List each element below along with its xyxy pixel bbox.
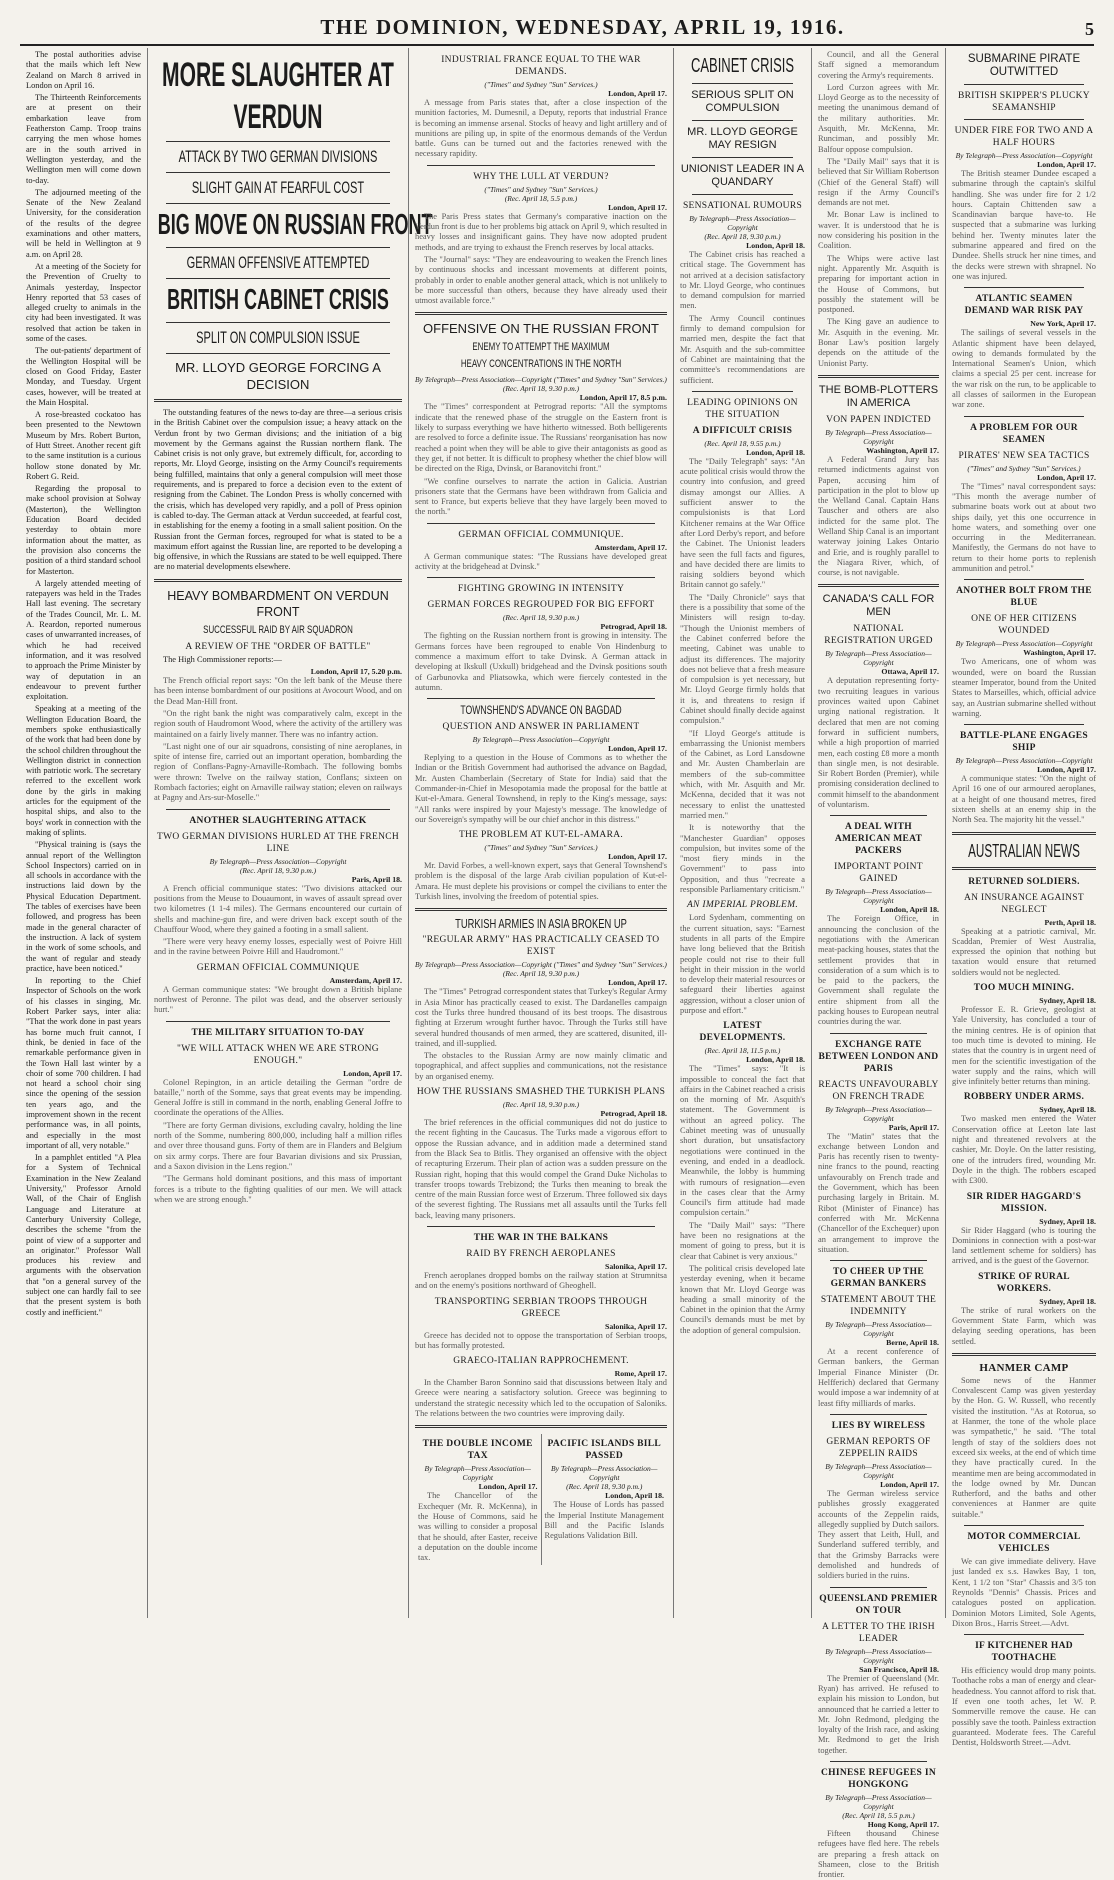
article-received: (Rec. April 18, 9.55 p.m.) <box>704 438 781 448</box>
divider <box>154 579 402 582</box>
article-byline: By Telegraph—Press Association—Copyright <box>825 1104 932 1123</box>
local-news-paragraph: A rose-breasted cockatoo has been presented to the Newtown Museum by Mrs. Robert Burton, of Hutt Street. Another recent gift to the same institution is a curious hollow stone donated by Mr. Robert G. Reid. <box>26 410 141 481</box>
article-paragraph: "On the right bank the night was comparatively calm, except in the region south of Haudromont Wood, where the activity of the artillery was maintained on a fairly lively manner. There was no infantry action. <box>154 708 402 739</box>
local-news-paragraph: The adjourned meeting of the Senate of the New Zealand University, for the consideration of the results of the degree examinations and other matters, will be held in Wellington at 9 a.m. on April 28. <box>26 187 141 259</box>
article-paragraph: The Paris Press states that Germany's comparative inaction on the Verdun front is due to her problems big attack on April 9, which resulted in heavy losses and insignificant gains. They have now adopted prudent methods, and are trying to exhaust the French reserves by local attacks. <box>415 211 667 252</box>
article-deck: HEAVY CONCENTRATIONS IN THE NORTH <box>460 358 622 371</box>
divider <box>166 322 390 323</box>
article-byline: By Telegraph—Press Association—Copyright <box>825 1461 932 1480</box>
article-dateline: London, April 17. <box>608 89 667 98</box>
article-deck: QUESTION AND ANSWER IN PARLIAMENT <box>442 722 640 733</box>
divider <box>415 312 667 315</box>
article-headline: GERMAN OFFICIAL COMMUNIQUE. <box>458 529 624 540</box>
divider <box>427 165 655 166</box>
article-dateline: London, April 17, 5.20 p.m. <box>310 667 402 677</box>
australian-news-list <box>952 876 1096 1347</box>
local-news-paragraph: In a pamphlet entitled "A Plea for a System of Technical Examination in the New Zealand University," Professor Arnold Wall, of the Chair of English Language and Literature at Canterbury University College, describes the scheme "from the point of view of a supporter and an originator." Professor Wall produces his review and arguments with the observation that "on a general survey of the subject one can hardly fail to see that the present system is both costly and inefficient." <box>26 1153 141 1317</box>
article-dateline: Amsterdam, April 17. <box>594 542 667 552</box>
article-headline: GERMAN OFFICIAL COMMUNIQUE <box>196 962 360 973</box>
article-paragraph: The Army Council continues firmly to demand compulsion for married men, despite the fact that Mr. Asquith and the sub-committee of Cabinet are maintaining that the committee's recommendations are sufficient. <box>680 313 805 385</box>
divider <box>692 391 793 392</box>
article-byline: By Telegraph—Press Association—Copyright <box>472 735 610 745</box>
article-paragraph: The political crisis developed late yesterday evening, when it became known that Mr. Lloyd George was heading a small minority of the Cabinet in the opinion that the Army Council's demands must be met by the adoption of general compulsion. <box>680 1263 805 1335</box>
article-paragraph: The "Times" Petrograd correspondent states that Turkey's Regular Army in Asia Minor has practically ceased to exist. The Dardanelles campaign cost the Turks three hundred thousand of its best troops. The disastrous fighting at Erzerum wrought further havoc. Through the Turks still have several hundred thousands of men armed, they are scattered, disunited, ill-trained, and ill-supplied. <box>415 987 667 1048</box>
masthead <box>20 0 1094 46</box>
article-paragraph: Mr. David Forbes, a well-known expert, says that General Townshend's problem is the disposal of the large Arab civilian population of Kut-el-Amara. He must deplete his provisions or compel the civilians to enter the Turkish lines, involving the freedom of potential spies. <box>415 861 667 902</box>
article-subhead: LATEST DEVELOPMENTS. <box>699 1021 786 1044</box>
divider <box>692 194 793 195</box>
article-deck: ONE OF HER CITIZENS WOUNDED <box>971 614 1077 637</box>
local-news-paragraph: In reporting to the Chief Inspector of Schools on the work of his classes in singing, Mr. Robert Parker says, inter alia: "That the work done in past years has borne much fruit cannot, I think, be denied in face of the remarkable performance given in the Town Hall last winter by a choir of some 700 children. I had not heard a school choir sing since the opening of the session ten years ago, and the improvement shown in the recent performance was, in all points, and especially in the most important of all, very notable." <box>26 976 141 1150</box>
subcolumn-pacific-islands <box>541 1434 668 1565</box>
article-headline: CABINET CRISIS <box>690 55 795 77</box>
item-headline: ROBBERY UNDER ARMS. <box>963 1092 1085 1103</box>
article-byline: By Telegraph—Press Association—Copyright <box>825 427 932 446</box>
divider <box>964 579 1084 580</box>
article-deck: "REGULAR ARMY" HAS PRACTICALLY CEASED TO EXIST <box>422 935 660 958</box>
article-headline: A PROBLEM FOR OUR SEAMEN <box>970 422 1078 445</box>
divider <box>830 1761 927 1762</box>
article-source: ("Times" and Sydney "Sun" Services.) <box>484 843 598 853</box>
article-source: ("Times" and Sydney "Sun" Services.) <box>967 463 1081 473</box>
article-byline: By Telegraph—Press Association—Copyright ("Times" and Sydney "Sun" Services.) <box>415 960 667 970</box>
article-paragraph: The German wireless service publishes grossly exaggerated accounts of the Zeppelin raids, allegedly supplied by Dutch sailors. They assert that Leith, Hull, and Sunderland suffered terribly, and that the Grimsby Barracks were demolished and hundreds of soldiers buried in the ruins. <box>818 1488 939 1581</box>
article-deck: RAID BY FRENCH AEROPLANES <box>466 1249 616 1259</box>
columns-container <box>20 48 1102 1880</box>
divider <box>166 1021 390 1022</box>
divider <box>427 1226 655 1227</box>
article-paragraph: It is noteworthy that the "Manchester Guardian" opposes compulsion, but invites some of the "most fiery minds in the Government" to pass into Opposition, and thus "recreate a responsible Parliamentary criticism." <box>680 823 805 895</box>
article-paragraph: "We confine ourselves to narrate the action in Galicia. Austrian prisoners state that the Germans have been withdrawn from Galicia and sent to France, but experts believe that they have largely been moved to the north." <box>415 476 667 517</box>
article-deck: NATIONAL REGISTRATION URGED <box>824 624 933 647</box>
article-dateline: London, April 17. <box>1037 765 1096 775</box>
article-paragraph: Council, and all the General Staff signed a memorandum covering the Army's requirements. <box>818 50 939 80</box>
divider <box>427 523 655 524</box>
article-paragraph: The "Times" correspondent at Petrograd reports: "All the symptoms indicate that the renewed phase of the struggle on the Eastern front is likely to surpass everything we have hitherto witnessed. Both belligerents are resolved to force a definite issue. The Russians' reorganisation has now reached a point when they will be able to give their antagonists as good as they get, if not better. It is difficult to prophesy whether the chief blow will be directed on the Riga, Dvinsk, or Baranovitchi front." <box>415 402 667 474</box>
article-paragraph: Colonel Repington, in an article detailing the German "ordre de bataille," north of the Somme, says that great events may be impending. General Joffre is still in command in the north, enabling General Joffre to coordinate the operations of the Allies. <box>154 1077 402 1118</box>
article-dateline: Washington, April 17. <box>866 445 939 455</box>
article-paragraph: Lord Sydenham, commenting on the current situation, says: "Earnest students in all parts of the Empire have long believed that the British people could not rise to their full height in their mission in the world to develop their material resources or safeguard their liberties against aggression, without a closer union of purpose and effort." <box>680 913 805 1015</box>
item-paragraph: The strike of rural workers on the Government State Farm, which was delaying seeding operations, has been settled. <box>952 1305 1096 1346</box>
article-byline: By Telegraph—Press Association—Copyright <box>825 1792 932 1811</box>
divider <box>427 577 655 578</box>
article-paragraph: The King gave an audience to Mr. Asquith in the evening. Mr. Bonar Law's position largely depends on the attitude of the Unionist Party. <box>818 317 939 368</box>
article-deck: SUCCESSFUL RAID BY AIR SQUADRON <box>203 623 353 636</box>
article-byline: By Telegraph—Press Association—Copyright <box>825 887 932 906</box>
divider <box>964 1525 1084 1526</box>
article-deck: TWO GERMAN DIVISIONS HURLED AT THE FRENCH LINE <box>156 831 400 854</box>
divider <box>692 120 793 121</box>
article-dateline: London, April 17. <box>880 1479 939 1489</box>
article-paragraph: A German communique states: "We brought down a British biplane northwest of Peronne. The pilot was dead, and the observer seriously hurt." <box>154 984 402 1015</box>
article-headline: ATLANTIC SEAMEN DEMAND WAR RISK PAY <box>964 294 1084 317</box>
article-byline: By Telegraph—Press Association—Copyright <box>689 214 796 232</box>
article-dateline: London, April 17, 8.5 p.m. <box>579 393 667 403</box>
divider <box>427 698 655 699</box>
page-number: 5 <box>1085 19 1094 39</box>
divider <box>166 141 390 142</box>
article-deck: GERMAN REPORTS OF ZEPPELIN RAIDS <box>826 1436 931 1459</box>
article-paragraph: "Last night one of our air squadrons, consisting of nine aeroplanes, in spite of intense fire, carried out an important operation, bombarding the region of Conflans-Pagny-Arnaville-Rombach. The following bombs were thrown: Twelve on the railway station, Conflans; sixteen on Rombach factories; eight on Arnaville railway station; eleven on railways at Pagny and Ars-sur-Moselle." <box>154 741 402 803</box>
article-subdeck: A REVIEW OF THE "ORDER OF BATTLE" <box>185 641 371 652</box>
article-headline: THE WAR IN THE BALKANS <box>473 1233 609 1243</box>
article-received: (Rec. April 18, 9.30 p.m.) <box>502 1100 580 1110</box>
article-paragraph: The sailings of several vessels in the Atlantic shipment have been delayed, owing to demands formulated by the International Seamen's Union, which claims a special 25 per cent. increase for the war risk on the run, to be applicable to all classes of sailormen in the European war zone. <box>952 328 1096 410</box>
article-paragraph: The fighting on the Russian northern front is growing in intensity. The Germans forces have been regrouped to enable Von Hindenburg to commence a maximum effort to take Dvinsk. A German attack in developing at Ikskull (Uxkull) bridgehead and the Dvinsk positions south of Garbunovka and Pliatsowka, which were fiercely contested in the autumn. <box>415 631 667 692</box>
local-news-paragraph: A largely attended meeting of ratepayers was held in the Trades Hall last evening. The secretary of the Trades Council, Mr. L. M. A. Reardon, reported numerous cases of unwarranted increases, of which he had received information, and it was resolved to approach the Prime Minister by way of deputation in an endeavour to prevent further exploitation. <box>26 578 141 702</box>
divider <box>952 1353 1096 1356</box>
article-received: (Rec. April 18, 9.30 p.m.) <box>502 613 580 623</box>
article-paragraph: Greece has decided not to oppose the transportation of Serbian troops, but has formally protested. <box>415 1330 667 1350</box>
article-paragraph: Mr. Bonar Law is inclined to waver. It is understood that he is now considering his position in the Coalition. <box>818 210 939 251</box>
article-paragraph: In the Chamber Baron Sonnino said that discussions between Italy and Greece were nearing a satisfactory solution. Greece was beginning to understand the strategic necessity which led to the occupation of Saloniks. The relations between the two countries were improving daily. <box>415 1378 667 1419</box>
article-paragraph: The "Times" naval correspondent says: "This month the average number of submarine boats work out at about two ships daily, yet this one occurrence in home waters, and something over one occurring in the Mediterranean. Manifestly, the Germans do not have to return to their home ports to replenish ammunition and petrol." <box>952 481 1096 574</box>
item-paragraph: Two masked men entered the Water Conservation office at Leeton late last night and threatened revolvers at the cashier, Mr. Doyle. On the latter resisting, one of the intruders fired, wounding Mr. Doyle in the thigh. The robbers escaped with £300. <box>952 1114 1096 1186</box>
article-dateline: Salonika, April 17. <box>605 1262 667 1271</box>
article-paragraph: The House of Lords has passed the Imperial Institute Management Bill and the Pacific Islands Regulations Validation Bill. <box>544 1500 664 1541</box>
article-dateline: London, April 18. <box>605 1491 664 1501</box>
article-dateline: Amsterdam, April 17. <box>329 975 402 985</box>
column-cabinet-crisis <box>673 48 811 1618</box>
article-paragraph: Fifteen thousand Chinese refugees have fled here. The rebels are preparing a fresh attack on Shameen, close to the British frontier. <box>818 1828 939 1880</box>
divider <box>964 416 1084 417</box>
advertisement-text: We can give immediate delivery. Have just landed ex s.s. Hawkes Bay, 1 ton, Kent, 1 1/2 ton "Star" Chassis and 3/5 ton Reynolds "Dennis" Chassis. Prices and catalogues posted on application. Dominion Motors Limited, Sole Agents, Dixon Bros., Harris Street.—Advt. <box>952 1557 1096 1628</box>
article-headline: CHINESE REFUGEES IN HONGKONG <box>821 1767 936 1790</box>
local-news-paragraph: At a meeting of the Society for the Prevention of Cruelty to Animals yesterday, Inspector Henry reported that 53 cases of alleged cruelty to animals in the city had been investigated. It was resolved that action be taken in some of the cases. <box>26 261 141 344</box>
article-deck: SERIOUS SPLIT ON COMPULSION <box>691 89 794 114</box>
divider <box>166 809 390 810</box>
article-headline: ANOTHER BOLT FROM THE BLUE <box>956 586 1092 609</box>
lead-headline-line: VERDUN <box>233 98 323 136</box>
lead-deck: GERMAN OFFENSIVE ATTEMPTED <box>186 253 370 272</box>
article-deck: UNIONIST LEADER IN A QUANDARY <box>680 163 805 188</box>
column-lead-story <box>147 48 433 1618</box>
article-deck: IMPORTANT POINT GAINED <box>834 862 923 885</box>
article-paragraph: Lord Curzon agrees with Mr. Lloyd George as to the necessity of meeting the unanimous demand of the military authorities. Mr. Asquith, Mr. McKenna, Mr. Runciman, and possibly Mr. Balfour oppose compulsion. <box>818 82 939 154</box>
article-paragraph: The "Journal" says: "They are endeavouring to weaken the French lines by continuous shocks and incessant movements at different points, probably in order to enable another general attack, which is not unlikely to be more successful than others, because they have already used their utmost available force." <box>415 254 667 306</box>
divider <box>964 119 1084 120</box>
article-dateline: Rome, April 17. <box>614 1369 667 1379</box>
lead-deck: SLIGHT GAIN AT FEARFUL COST <box>191 178 365 197</box>
bottom-subcolumns <box>415 1434 667 1565</box>
article-paragraph: "There were very heavy enemy losses, especially west of Poivre Hill and in the ravine between Poivre Hill and Haudromont." <box>154 937 402 957</box>
article-received: (Rec. April 18, 9.30 p.m.) <box>566 1482 643 1492</box>
article-dateline: Berne, April 18. <box>886 1338 939 1348</box>
item-headline: SIR RIDER HAGGARD'S MISSION. <box>966 1191 1082 1214</box>
item-paragraph: Speaking at a patriotic carnival, Mr. Scaddan, Premier of West Australia, expressed the opinion that nothing but taxation would ensure that returned soldiers would not be neglected. <box>952 926 1096 977</box>
article-paragraph: The "Daily Mail" says: "There have been no resignations at the moment of going to press, but it is clear that Cabinet is very anxious." <box>680 1220 805 1261</box>
article-deck: REACTS UNFAVOURABLY ON FRENCH TRADE <box>818 1079 939 1102</box>
advertisement-headline: MOTOR COMMERCIAL VEHICLES <box>967 1532 1081 1555</box>
divider <box>952 832 1096 835</box>
article-headline: SUBMARINE PIRATE OUTWITTED <box>967 53 1081 78</box>
divider <box>692 83 793 84</box>
divider <box>830 1414 927 1415</box>
article-headline: TO CHEER UP THE GERMAN BANKERS <box>830 1267 927 1290</box>
article-dateline: San Francisco, April 18. <box>859 1664 939 1674</box>
item-headline: STRIKE OF RURAL WORKERS. <box>978 1271 1070 1294</box>
australian-news-item <box>952 1271 1096 1347</box>
divider <box>964 1634 1084 1635</box>
article-paragraph: The obstacles to the Russian Army are now mainly climatic and topographical, and affect supplies and communications, not the resistance by an organised enemy. <box>415 1051 667 1081</box>
divider <box>964 84 1084 85</box>
local-news-paragraph: The postal authorities advise that the mails which left New Zealand on March 8 arrived in London on April 16. <box>26 50 141 90</box>
article-headline: OFFENSIVE ON THE RUSSIAN FRONT <box>423 321 659 337</box>
article-headline: A DEAL WITH AMERICAN MEAT PACKERS <box>834 822 923 857</box>
article-dateline: London, April 17. <box>1037 160 1096 169</box>
article-byline: By Telegraph—Press Association—Copyright <box>825 649 932 668</box>
divider <box>415 908 667 911</box>
article-paragraph: The brief references in the official communiques did not do justice to the recent fighting in the Caucasus. The Turks made a vigorous effort to oppose the Russian advance, and in addition made a determined stand from the Black Sea to Bitlis. They organised an offensive with the object of recapturing Erzerum. Their plan of action was a sudden pressure on the Russian right, hoping that this would compel the Grand Duke Nicholas to transfer troops towards Trebizond; the Turks then meaning to break the centre of the main Russian force west of Erzerum. Three followed six days of the severest fighting. The Russians met all assaults until the Turks fell back, leaving many prisoners. <box>415 1118 667 1220</box>
article-paragraph: The Chancellor of the Exchequer (Mr. R. McKenna), in the House of Commons, said he was willing to consider a proposal that he should, after Easter, receive a deputation on the double income tax. <box>418 1491 538 1563</box>
news-summary: The outstanding features of the news to-day are three—a serious crisis in the British Cabinet over the compulsion issue; a heavy attack on the Verdun front by two German divisions; and the initiation of a big movement by the Germans against the Russian northern flank. The Cabinet crisis is not only grave, but extremely difficult, for, according to reports, Mr. Lloyd George, insisting on the Army Council's requirements being fulfilled, maintains that only a general compulsion will meet those requirements, and is prepared to force a decision even to the extent of resigning from the Cabinet. The London Press is wholly concerned with the crisis, which has developed very rapidly, and a poll of Press opinion is cabled to-day. The German attack at Verdun succeeded, at fearful cost, in establishing for the enemy a footing in a small salient position. On the Russian front the German forces, regrouped for what is stated to be a maximum effort against the Russian line, are reported to be developing a big offensive, in which the Russians are stated to be well equipped. There are no material developments elsewhere. <box>154 408 402 572</box>
article-headline: THE BOMB-PLOTTERS IN AMERICA <box>818 383 939 409</box>
article-dateline: Paris, April 17. <box>888 1122 939 1132</box>
article-headline: HANMER CAMP <box>979 1361 1069 1374</box>
article-headline: CANADA'S CALL FOR MEN <box>822 593 935 619</box>
article-deck: GERMAN FORCES REGROUPED FOR BIG EFFORT <box>427 600 655 611</box>
advertisement-text: His efficiency would drop many points. Toothache robs a man of energy and clear-headedness. You cannot afford to risk that. If even one tooth aches, let W. P. Sommerville remove the cause. He can possibly save the tooth. Painless extraction guaranteed. Moderate fees. The Careful Dentist, Holdsworth Street.—Advt. <box>952 1666 1096 1748</box>
article-headline: FIGHTING GROWING IN INTENSITY <box>457 584 625 595</box>
article-byline: By Telegraph—Press Association—Copyright <box>955 151 1093 160</box>
divider <box>830 1033 927 1034</box>
divider <box>415 1425 667 1428</box>
article-paragraph: "There are forty German divisions, excluding cavalry, holding the line north of the Somme, numbering 800,000, including half a million rifles and over three thousand guns. Forty of them are in Flanders and Belgium on six army corps. There are four Bavarian divisions and six Prussian, and a Saxon division in the Lens region." <box>154 1120 402 1171</box>
divider <box>952 867 1096 870</box>
divider <box>830 1260 927 1261</box>
article-paragraph: A Federal Grand Jury has returned indictments against von Papen, accusing him of participation in the plot to blow up the Welland Canal. Captain Hans Tauscher and others are also indicted for the same plot. The Welland Ship Canal is an important waterway joining Lakes Ontario and Erie, and is roughly parallel to the Niagara River, which, of course, is not navigable. <box>818 454 939 578</box>
article-deck: STATEMENT ABOUT THE INDEMNITY <box>820 1295 937 1318</box>
article-paragraph: A communique states: "On the night of April 16 one of our armoured aeroplanes, at a height of one thousand metres, fired sixteen shells at an enemy ship in the North Sea. The majority hit the vessel." <box>952 774 1096 825</box>
divider <box>166 247 390 248</box>
article-paragraph: Replying to a question in the House of Commons as to whether the Indian or the British Government had authorised the advance on Bagdad, Mr. Austen Chamberlain (Secretary of State for India) said that the Commander-in-Chief in Mesopotamia made the proposal for the battle at Kut-el-Amara. General Townshend, in reply to the King's message, says: "All ranks were inspired by your Majesty's message. The knowledge of our Sovereign's sympathy will be our chief anchor in this distress." <box>415 753 667 824</box>
divider <box>830 815 927 816</box>
article-byline: By Telegraph—Press Association—Copyright <box>825 1646 932 1665</box>
local-news-paragraph: Speaking at a meeting of the Wellington Education Board, the members spoke enthusiastically of the work that had been done by the school children throughout the Wellington district in connection with patriotic work. The secretary referred to the excellent work done by the girls in making articles for the equipment of the hospital ships, and also to the boys' work in connection with the making of splints. <box>26 704 141 837</box>
article-dateline: Petrograd, April 18. <box>600 622 667 632</box>
lead-deck: ATTACK BY TWO GERMAN DIVISIONS <box>178 147 378 166</box>
australian-news-item <box>952 1191 1096 1267</box>
article-dateline: Paris, April 18. <box>351 874 402 884</box>
article-byline: By Telegraph—Press Association—Copyright <box>955 756 1093 766</box>
local-news-paragraph: The Thirteenth Reinforcements are at present on their embarkation leave from Featherston Camp. Troop trains carrying the men whose homes are in the south arrived in Wellington yesterday, and the Wellington men will come down to-day. <box>26 93 141 185</box>
article-paragraph: The "Times" says: "It is impossible to conceal the fact that affairs in the Cabinet reached a crisis on the morning of Mr. Asquith's statement. The Government is without an agreed policy. The Cabinet meeting was of unusually short duration, but unsatisfactory negotiations were continued in the evening, and ended in a deadlock. Meanwhile, the lobby is humming with rumours of resignation—even in the cases clear that the Army Council's firm attitude had made compulsion certain." <box>680 1064 805 1218</box>
item-dateline: Sydney, April 18. <box>1039 1216 1096 1226</box>
local-news-paragraph: Regarding the proposal to make school provision at Solway (Masterton), the Wellington Education Board decided yesterday to obtain more information about the matter, as the provision also concerns the position of a third standard school for Masterton. <box>26 484 141 576</box>
divider <box>818 584 939 587</box>
column-local-news <box>20 48 147 1618</box>
lead-deck: SPLIT ON COMPULSION ISSUE <box>196 328 360 347</box>
article-source: ("Times" and Sydney "Sun" Services.) <box>484 184 598 194</box>
lead-deck: MR. LLOYD GEORGE FORCING A DECISION <box>175 360 381 392</box>
column-world-news <box>811 48 945 1880</box>
article-headline: THE MILITARY SITUATION TO-DAY <box>191 1027 365 1038</box>
divider <box>692 157 793 158</box>
article-dateline: London, April 17. <box>1037 472 1096 482</box>
article-dateline: London, April 17. <box>478 1482 538 1492</box>
local-news-paragraph: "Physical training is (says the annual report of the Wellington School Inspectors) carried on in all schools in accordance with the instructions laid down by the Physical Education Department. The tables of exercises have been followed, and progress has been made in the general character of the instruction. A lack of system in the work of some schools, and the want of regular and steady practice, have been noticed." <box>26 840 141 973</box>
article-received: (Rec. April 18, 5.5 p.m.) <box>842 1810 915 1820</box>
article-deck: SENSATIONAL RUMOURS <box>682 201 803 211</box>
article-paragraph: A deputation representing forty-two recruiting leagues in various provinces waited upon Cabinet urging national registration. It declared that men are not coming forward in sufficient numbers, while a high proportion of married men, each costing £8 more a month than single men, is not desirable. Sir Robert Borden (Premier), while promising consideration declined to commit himself to the abandonment of voluntarism. <box>818 676 939 810</box>
article-headline: GRAECO-ITALIAN RAPPROCHEMENT. <box>453 1356 629 1367</box>
article-headline: TRANSPORTING SERBIAN TROOPS THROUGH GREECE <box>434 1296 648 1319</box>
article-paragraph: "If Lloyd George's attitude is embarrassing the Unionist members of the Cabinet, as Lord Lansdowne and Mr. Austen Chamberlain are members of the sub-committee which, with Mr. Asquith and Mr. McKenna, decided that it was not necessary to enlist the unattested married men." <box>680 728 805 820</box>
item-headline: TOO MUCH MINING. <box>973 983 1075 994</box>
divider <box>166 172 390 173</box>
article-paragraph: A French official communique states: "Two divisions attacked our positions from the Meuse to Douaumont, in waves of assault spread over two kilometres (1 1-4 miles). The Germans encountered our curtain of shells and machine-gun fire, and were driven back except south of the Chauffour Wood, where they gained a footing in a small salient. <box>154 883 402 934</box>
article-headline: LEADING OPINIONS ON THE SITUATION <box>687 397 798 420</box>
article-headline: WHY THE LULL AT VERDUN? <box>473 171 609 182</box>
article-dateline: London, April 18. <box>746 1055 805 1065</box>
article-byline: By Telegraph—Press Association—Copyright ("Times" and Sydney "Sun" Services.) <box>415 375 667 385</box>
article-headline: EXCHANGE RATE BETWEEN LONDON AND PARIS <box>818 1039 939 1074</box>
divider <box>166 203 390 204</box>
article-dateline: London, April 17. <box>608 852 667 862</box>
article-headline: THE DOUBLE INCOME TAX <box>422 1439 533 1462</box>
article-deck: PIRATES' NEW SEA TACTICS <box>958 450 1090 461</box>
divider <box>964 287 1084 288</box>
article-paragraph: French aeroplanes dropped bombs on the railway station at Strumnitsa and on the enemy's positions northward of Gheoghell. <box>415 1271 667 1291</box>
item-headline: RETURNED SOLDIERS. <box>968 876 1080 887</box>
article-headline: INDUSTRIAL FRANCE EQUAL TO THE WAR DEMANDS. <box>441 55 641 77</box>
article-dateline: London, April 17. <box>608 744 667 754</box>
article-deck: MR. LLOYD GEORGE MAY RESIGN <box>687 126 798 151</box>
article-received: (Rec. April 18, 5.5 p.m.) <box>504 193 578 203</box>
article-paragraph: The Premier of Queensland (Mr. Ryan) has arrived. He refused to explain his mission to London, but announced that he carried a letter to Mr. John Redmond, pledging the loyalty of the Irish race, and asking Mr. Redmond to get the Irish together. <box>818 1673 939 1755</box>
article-paragraph: The "Matin" states that the exchange between London and Paris has recently risen to twenty-nine francs to the pound, reacting unfavourably on French trade and the Government, which has been purchasing largely in Britain. M. Ribot (Minister of Finance) has conferred with Mr. McKenna (Chancellor of the Exchequer) upon an arrangement to improve the situation. <box>818 1131 939 1254</box>
article-byline: By Telegraph—Press Association—Copyright <box>955 639 1093 649</box>
article-received: (Rec. April 18, 11.5 p.m.) <box>704 1046 781 1056</box>
article-received: (Rec. April 18, 9.30 p.m.) <box>239 865 317 875</box>
lead-deck: BRITISH CABINET CRISIS <box>167 284 389 316</box>
advertisement-headline: IF KITCHENER HAD TOOTHACHE <box>975 1641 1073 1664</box>
article-byline: By Telegraph—Press Association—Copyright <box>551 1464 658 1483</box>
article-subhead: A DIFFICULT CRISIS <box>692 425 793 436</box>
australian-news-item <box>952 1091 1096 1186</box>
article-headline: PACIFIC ISLANDS BILL PASSED <box>547 1439 661 1462</box>
article-headline: TURKISH ARMIES IN ASIA BROKEN UP <box>455 916 627 932</box>
divider <box>154 399 402 402</box>
lead-deck: BIG MOVE ON RUSSIAN FRONT <box>157 209 433 241</box>
article-headline: THE PROBLEM AT KUT-EL-AMARA. <box>458 830 624 841</box>
masthead-title: THE DOMINION, WEDNESDAY, APRIL 19, 1916. <box>320 15 845 39</box>
article-dateline: Ottawa, April 17. <box>881 667 939 677</box>
article-headline: BATTLE-PLANE ENGAGES SHIP <box>959 731 1089 754</box>
subcolumn-income-tax <box>415 1434 541 1565</box>
article-intro: The High Commissioner reports:— <box>163 654 282 664</box>
column-war-news <box>408 48 673 1618</box>
article-subhead: AN IMPERIAL PROBLEM. <box>686 900 799 911</box>
article-paragraph: The Whips were active last night. Apparently Mr. Asquith is preparing for important action in the House of Commons, but possibly the statement will be postponed. <box>818 253 939 315</box>
article-received: (Rec. April 18, 9.30 p.m.) <box>704 232 781 241</box>
article-dateline: Hong Kong, April 17. <box>867 1819 939 1829</box>
item-dateline: Sydney, April 18. <box>1039 1105 1096 1115</box>
article-dateline: Washington, April 17. <box>1023 648 1096 658</box>
divider <box>166 353 390 354</box>
article-headline: QUEENSLAND PREMIER ON TOUR <box>819 1593 938 1616</box>
article-paragraph: The British steamer Dundee escaped a submarine through the captain's skilful handling. She was under fire for 2 1/2 hours. Captain Chittenden saw a Scandinavian barque have-to. He suspected that a submarine was lurking behind her. Twenty minutes later the submarine appeared and fired on the Dundee. Shells struck her nine times, and the decks were strewn with shrapnel. No one was injured. <box>952 169 1096 281</box>
column-shipping-australia <box>945 48 1102 1748</box>
article-deck: VON PAPEN INDICTED <box>826 414 931 425</box>
item-dateline: Sydney, April 18. <box>1039 996 1096 1006</box>
article-dateline: London, April 17. <box>343 1068 402 1078</box>
article-paragraph: The Cabinet crisis has reached a critical stage. The Government has not arrived at a decision satisfactory to Mr. Lloyd George, who continues to demand compulsion for married men. <box>680 250 805 311</box>
article-dateline: London, April 17. <box>608 978 667 988</box>
article-headline: AUSTRALIAN NEWS <box>968 840 1080 861</box>
article-paragraph: "The Germans hold dominant positions, and this mass of important forces is a tribute to the fighting qualities of our men. We will attack when we are strong enough." <box>154 1174 402 1204</box>
item-paragraph: Professor E. R. Grieve, geologist at Yale University, has concluded a tour of the mining centres. He is of opinion that too much time is devoted to mining. He states that the country is in urgent need of men for the scientific investigation of the water supply and the rains, which will give infinitely better returns than mining. <box>952 1005 1096 1087</box>
article-byline: By Telegraph—Press Association—Copyright <box>825 1320 932 1339</box>
article-dateline: London, April 18. <box>746 447 805 457</box>
article-headline: TOWNSHEND'S ADVANCE ON BAGDAD <box>460 703 622 718</box>
article-dateline: Petrograd, April 18. <box>600 1109 667 1119</box>
article-headline: HOW THE RUSSIANS SMASHED THE TURKISH PLANS <box>416 1087 666 1098</box>
article-paragraph: Some news of the Hanmer Convalescent Camp was given yesterday by the Hon. G. W. Russell, who recently visited the institution. "As at Rotorua, so at Hanmer, the tone of the whole place was sympathetic," he said. "The total length of stay of the soldiers does not exceed six weeks, at the end of which time they have practically cured. In the meantime men are being accommodated in the lodge owned by Mr. Duncan Rutherford, and the baths and other conveniences at Hanmer are quite suitable." <box>952 1375 1096 1519</box>
australian-news-item <box>952 982 1096 1087</box>
article-dateline: London, April 17. <box>608 202 667 212</box>
divider <box>964 724 1084 725</box>
article-paragraph: Two Americans, one of whom was wounded, were on board the Russian steamer Imperator, bound from the United States to Marseilles, which, official advice say, an Austrian submarine shelled without warning. <box>952 657 1096 718</box>
article-deck: BRITISH SKIPPER'S PLUCKY SEAMANSHIP <box>958 91 1090 113</box>
divider <box>166 278 390 279</box>
item-dateline: Perth, April 18. <box>1044 917 1096 927</box>
article-byline: By Telegraph—Press Association—Copyright <box>209 856 347 866</box>
article-headline: LIES BY WIRELESS <box>831 1420 926 1431</box>
article-paragraph: The "Daily Chronicle" says that there is a possibility that some of the Ministers will resign to-day. "Though the Unionist members of the Cabinet conferred before the meeting, Cabinet was unable to adjust its differences. The majority does not believe that a fresh measure of compulsion is yet necessary, but Mr. Lloyd George firmly holds that it is, and threatens to resign if Cabinet should finally decide against compulsion." <box>680 592 805 726</box>
article-paragraph: The "Daily Telegraph" says: "An acute political crisis would throw the country into confusion, and greed dismay amongst our Allies. A sufficient answer to the compulsionists is that Lord Kitchener remains at the War Office after Lord Derby's report, and before the Cabinet. The Unionist leaders have seen the full facts and figures, and have decided there are limits to raising soldiers beyond which Britain cannot go safely." <box>680 456 805 590</box>
article-paragraph: The Foreign Office, in announcing the conclusion of the negotiations with the American meat-packing houses, states that the settlement provides that in consideration of a sum which is to be paid to the packers, the Government shall regulate the entire shipment from all the packing houses to European neutral countries during the war. <box>818 914 939 1027</box>
article-dateline: New York, April 17. <box>1030 319 1096 329</box>
item-paragraph: Sir Rider Haggard (who is touring the Dominions in connection with a post-war land settlement scheme for soldiers) has arrived, and is the guest of the Governor. <box>952 1225 1096 1266</box>
article-dateline: London, April 18. <box>880 905 939 915</box>
australian-news-item <box>952 876 1096 978</box>
article-deck: A LETTER TO THE IRISH LEADER <box>822 1621 935 1644</box>
lead-headline-line: MORE SLAUGHTER AT <box>162 56 394 94</box>
local-news-paragraph: The out-patients' department of the Wellington Hospital will be closed on Good Friday, Easter Monday, and Tuesday. Urgent cases, however, will be treated at the Main Hospital. <box>26 346 141 407</box>
article-headline: HEAVY BOMBARDMENT ON VERDUN FRONT <box>167 588 389 619</box>
divider <box>818 375 939 378</box>
article-dateline: London, April 18. <box>746 241 805 250</box>
article-headline: ANOTHER SLAUGHTERING ATTACK <box>189 815 367 826</box>
article-paragraph: At a recent conference of German bankers, the German Imperial Finance Minister (Dr. Helfferich) declared that Germany would impose a war indemnity of at least fifty milliards of marks. <box>818 1347 939 1408</box>
article-deck: ENEMY TO ATTEMPT THE MAXIMUM <box>472 341 610 354</box>
article-byline: By Telegraph—Press Association—Copyright <box>424 1464 531 1483</box>
article-source: ("Times" and Sydney "Sun" Services.) <box>484 80 598 89</box>
article-received: (Rec. April 18, 9.30 p.m.) <box>502 384 580 394</box>
article-deck: "WE WILL ATTACK WHEN WE ARE STRONG ENOUGH." <box>177 1043 379 1066</box>
item-dateline: Sydney, April 18. <box>1039 1296 1096 1306</box>
article-dateline: Salonika, April 17. <box>605 1321 667 1331</box>
article-deck: UNDER FIRE FOR TWO AND A HALF HOURS <box>954 126 1094 148</box>
article-received: (Rec. April 18, 9.30 p.m.) <box>502 969 580 979</box>
article-paragraph: The "Daily Mail" says that it is believed that Sir William Robertson (Chief of the General Staff) will resign if the Army Council's demands are not met. <box>818 156 939 208</box>
divider <box>830 1587 927 1588</box>
article-paragraph: A message from Paris states that, after a close inspection of the munition factories, M. Dumesnil, a Deputy, reports that industrial France is becoming an immense arsenal. Stocks of heavy and light artillery and of munitions are piling up, in spite of the enormous demands of the Verdun battle. Guns can be turned out and the factories renewed with the necessary rapidity. <box>415 98 667 159</box>
item-subhead: AN INSURANCE AGAINST NEGLECT <box>963 892 1084 915</box>
article-paragraph: The French official report says: "On the left bank of the Meuse there has been intense bombardment of our positions at Avocourt Wood, and on the Dead Man-Hill front. <box>154 676 402 706</box>
article-paragraph: A German communique states: "The Russians have developed great activity at the bridgehead at Dvinsk." <box>415 551 667 572</box>
